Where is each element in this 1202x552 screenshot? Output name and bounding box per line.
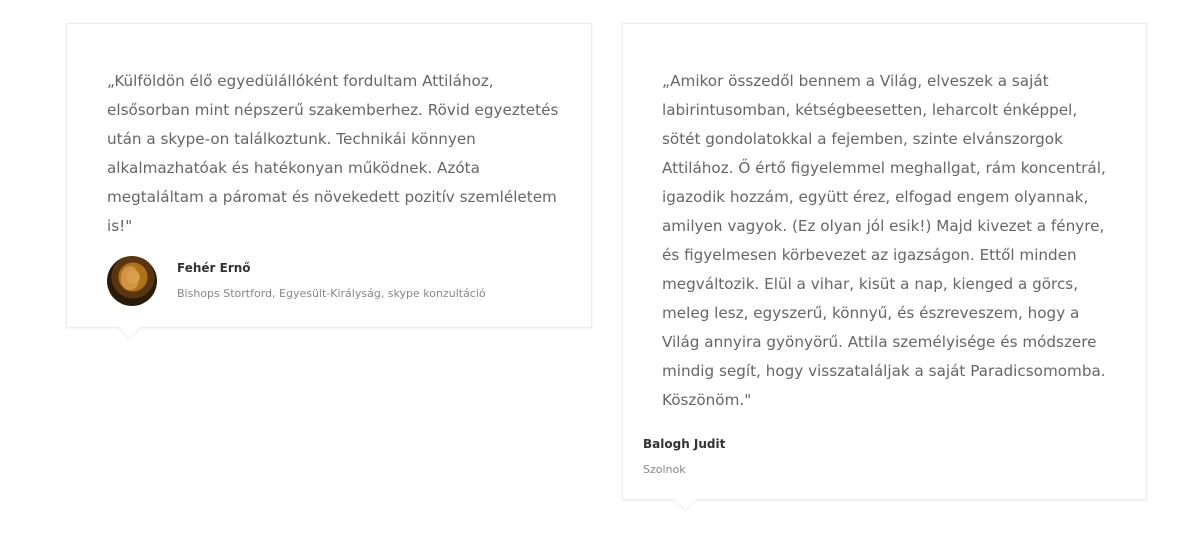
- testimonial-card: [66, 23, 592, 328]
- avatar-face-icon: [121, 266, 139, 290]
- testimonial-quote: „Amikor összedől bennem a Világ, elveszek a saját labirintusomban, kétségbeesetten, leharcolt énképpel, sötét gondolatokkal a fejemben, szinte elvánszorgok Attilához. Ő értő figyelemmel meghallgat, rám koncentrál, igazodik hozzám, együtt érez, elfogad engem olyannak, amilyen vagyok. (Ez olyan jól esik!) Majd kivezet a fényre, és figyelmesen körbevezet az igazságon. Ettől minden megváltozik. Elül a vihar, kisüt a nap, kienged a görcs, meleg lesz, egyszerű, könnyű, és észreveszem, hogy a Világ annyira gyönyörű. Attila személyisége és módszere mindig segít, hogy visszataláljak a saját Paradicsomomba. Köszönöm.": [662, 72, 1106, 409]
- author-name: Fehér Ernő: [177, 261, 251, 275]
- author-info: [643, 436, 725, 478]
- avatar: [107, 256, 157, 306]
- author-info: [177, 260, 486, 302]
- testimonial-author: [107, 256, 486, 306]
- author-location: Bishops Stortford, Egyesült-Királyság, skype konzultáció: [177, 287, 486, 300]
- author-name: Balogh Judit: [643, 437, 726, 451]
- testimonial-card: [622, 23, 1147, 500]
- author-location: Szolnok: [643, 463, 686, 476]
- testimonial-author: [643, 436, 725, 478]
- testimonial-quote: „Külföldön élő egyedülállóként fordultam Attilához, elsősorban mint népszerű szakemberhez. Rövid egyeztetés után a skype-on találkoztunk. Technikái könnyen alkalmazhatóak és hatékonyan működnek. Azóta megtaláltam a páromat és növekedett pozitív szemléletem is!": [107, 72, 559, 235]
